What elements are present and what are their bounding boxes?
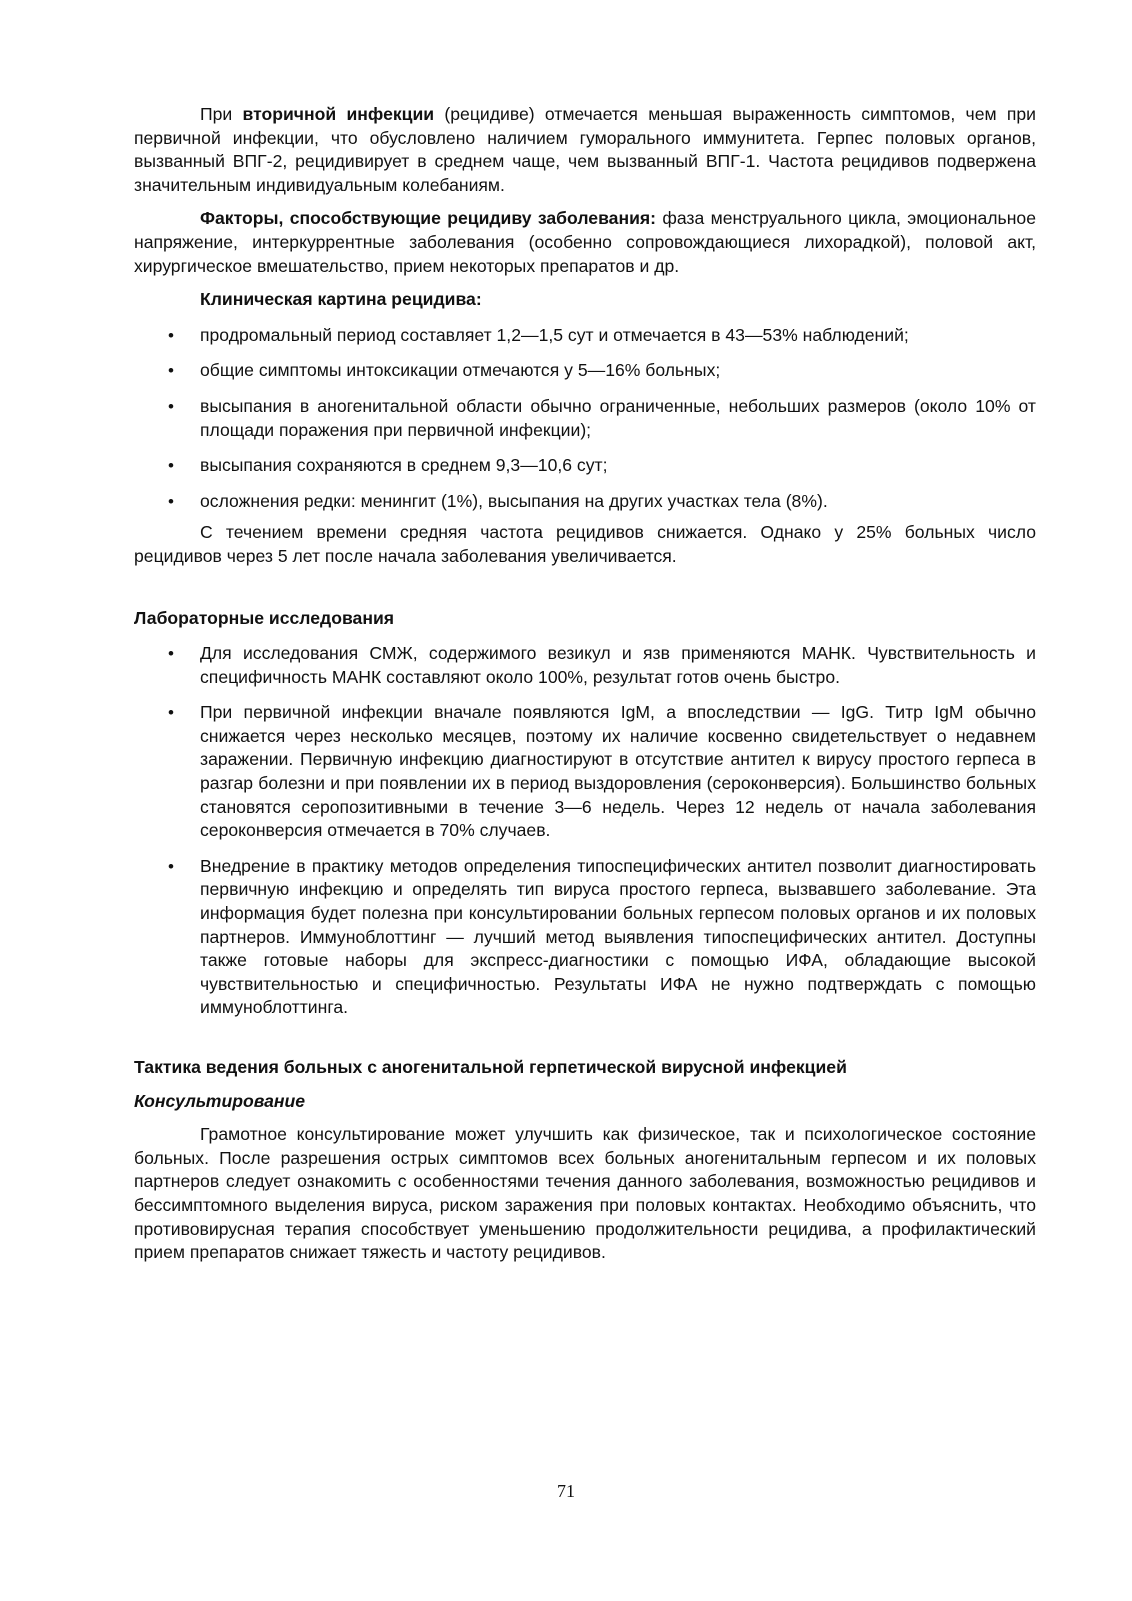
list-item-text: продромальный период составляет 1,2—1,5 сут и отмечается в 43—53% наблюдений; — [200, 324, 909, 345]
list-item — [134, 454, 1036, 478]
paragraph-counseling: Грамотное консультирование может улучшить как физическое, так и психологическое состояние больных. После разрешения острых симптомов всех больных аногенитальным герпесом и их половых партнеров следует ознакомить с особенностями течения данного заболевания, возможностью рецидивов и бессимптомного выделения вируса, риском заражения при половых контактах. Необходимо объяснить, что противовирусная терапия способствует уменьшению продолжительности рецидива, а профилактический прием препаратов снижает тяжесть и частоту рецидивов. — [134, 1124, 1036, 1263]
list-item-text: высыпания в аногенитальной области обычно ограниченные, небольших размеров (около 10% от площади поражения при первичной инфекции); — [200, 395, 1036, 440]
paragraph-text: фаза менструального цикла, эмоциональное напряжение, интеркуррентные заболевания (особенно сопровождающиеся лихорадкой), половой акт, хирургическое вмешательство, прием некоторых препаратов и др. — [134, 208, 1036, 276]
bullet-icon: • — [168, 856, 174, 876]
bullet-icon: • — [168, 456, 174, 476]
term-relapse-factors: Факторы, способствующие рецидиву заболевания: — [200, 208, 657, 229]
bullet-icon: • — [168, 491, 174, 511]
list-item — [134, 701, 1036, 843]
bullet-icon: • — [168, 703, 174, 723]
lab-tests-list — [134, 642, 1036, 1020]
list-item-text: При первичной инфекции вначале появляются IgM, а впоследствии — IgG. Титр IgM обычно снижается через несколько месяцев, поэтому их наличие косвенно свидетельствует о недавнем заражении. Первичную инфекцию диагностируют в отсутствие антител к вирусу простого герпеса в разгар болезни и при появлении их в период выздоровления (сероконверсия). Большинство больных становятся серопозитивными в течение 3—6 недель. Через 12 недель от начала заболевания сероконверсия отмечается в 70% случаев. — [200, 702, 1036, 841]
bullet-icon: • — [168, 325, 174, 345]
paragraph-relapse-factors — [134, 207, 1036, 278]
list-item-text: Внедрение в практику методов определения типоспецифических антител позволит диагностировать первичную инфекцию и определять тип вируса простого герпеса, вызвавшего заболевание. Эта информация будет полезна при консультировании больных герпесом половых органов и их половых партнеров. Иммуноблоттинг — лучший метод выявления типоспецифических антител. Доступны также готовые наборы для экспресс-диагностики с помощью ИФА, обладающие высокой чувствительностью и специфичностью. Результаты ИФА не нужно подтверждать с помощью иммуноблоттинга. — [200, 855, 1036, 1018]
list-item-text: высыпания сохраняются в среднем 9,3—10,6 сут; — [200, 455, 608, 476]
list-item-text: общие симптомы интоксикации отмечаются у 5—16% больных; — [200, 360, 721, 381]
list-item-text: Для исследования СМЖ, содержимого везикул и язв применяются МАНК. Чувствительность и специфичность МАНК составляют около 100%, результат готов очень быстро. — [200, 643, 1036, 687]
document-page — [134, 103, 1036, 1265]
bullet-icon: • — [168, 396, 174, 416]
clinical-picture-heading: Клиническая картина рецидива: — [200, 289, 482, 310]
list-item — [134, 855, 1036, 1020]
tactics-heading: Тактика ведения больных с аногенитальной герпетической вирусной инфекцией — [134, 1057, 847, 1077]
page-number: 71 — [557, 1481, 575, 1501]
bullet-icon: • — [168, 644, 174, 664]
paragraph-relapse-frequency: С течением времени средняя частота рецидивов снижается. Однако у 25% больных число рецидивов через 5 лет после начала заболевания увеличивается. — [134, 522, 1036, 566]
paragraph-lead: При — [200, 104, 243, 124]
list-item — [134, 359, 1036, 383]
paragraph-secondary-infection — [134, 103, 1036, 197]
lab-tests-heading: Лабораторные исследования — [134, 607, 395, 628]
list-item-text: осложнения редки: менингит (1%), высыпания на других участках тела (8%). — [200, 490, 828, 511]
counseling-heading: Консультирование — [134, 1090, 306, 1111]
paragraph-text: (рецидиве) отмечается меньшая выраженность симптомов, чем при первичной инфекции, что обусловлено наличием гуморального иммунитета. Герпес половых органов, вызванный ВПГ-2, рецидивирует в среднем чаще, чем вызванный ВПГ-1. Частота рецидивов подвержена значительным индивидуальным колебаниям. — [134, 104, 1036, 195]
list-item — [134, 324, 1036, 348]
list-item — [134, 490, 1036, 514]
bullet-icon: • — [168, 361, 174, 381]
term-secondary-infection: вторичной инфекции — [242, 104, 435, 124]
clinical-picture-list — [134, 324, 1036, 514]
list-item — [134, 642, 1036, 689]
list-item — [134, 395, 1036, 442]
